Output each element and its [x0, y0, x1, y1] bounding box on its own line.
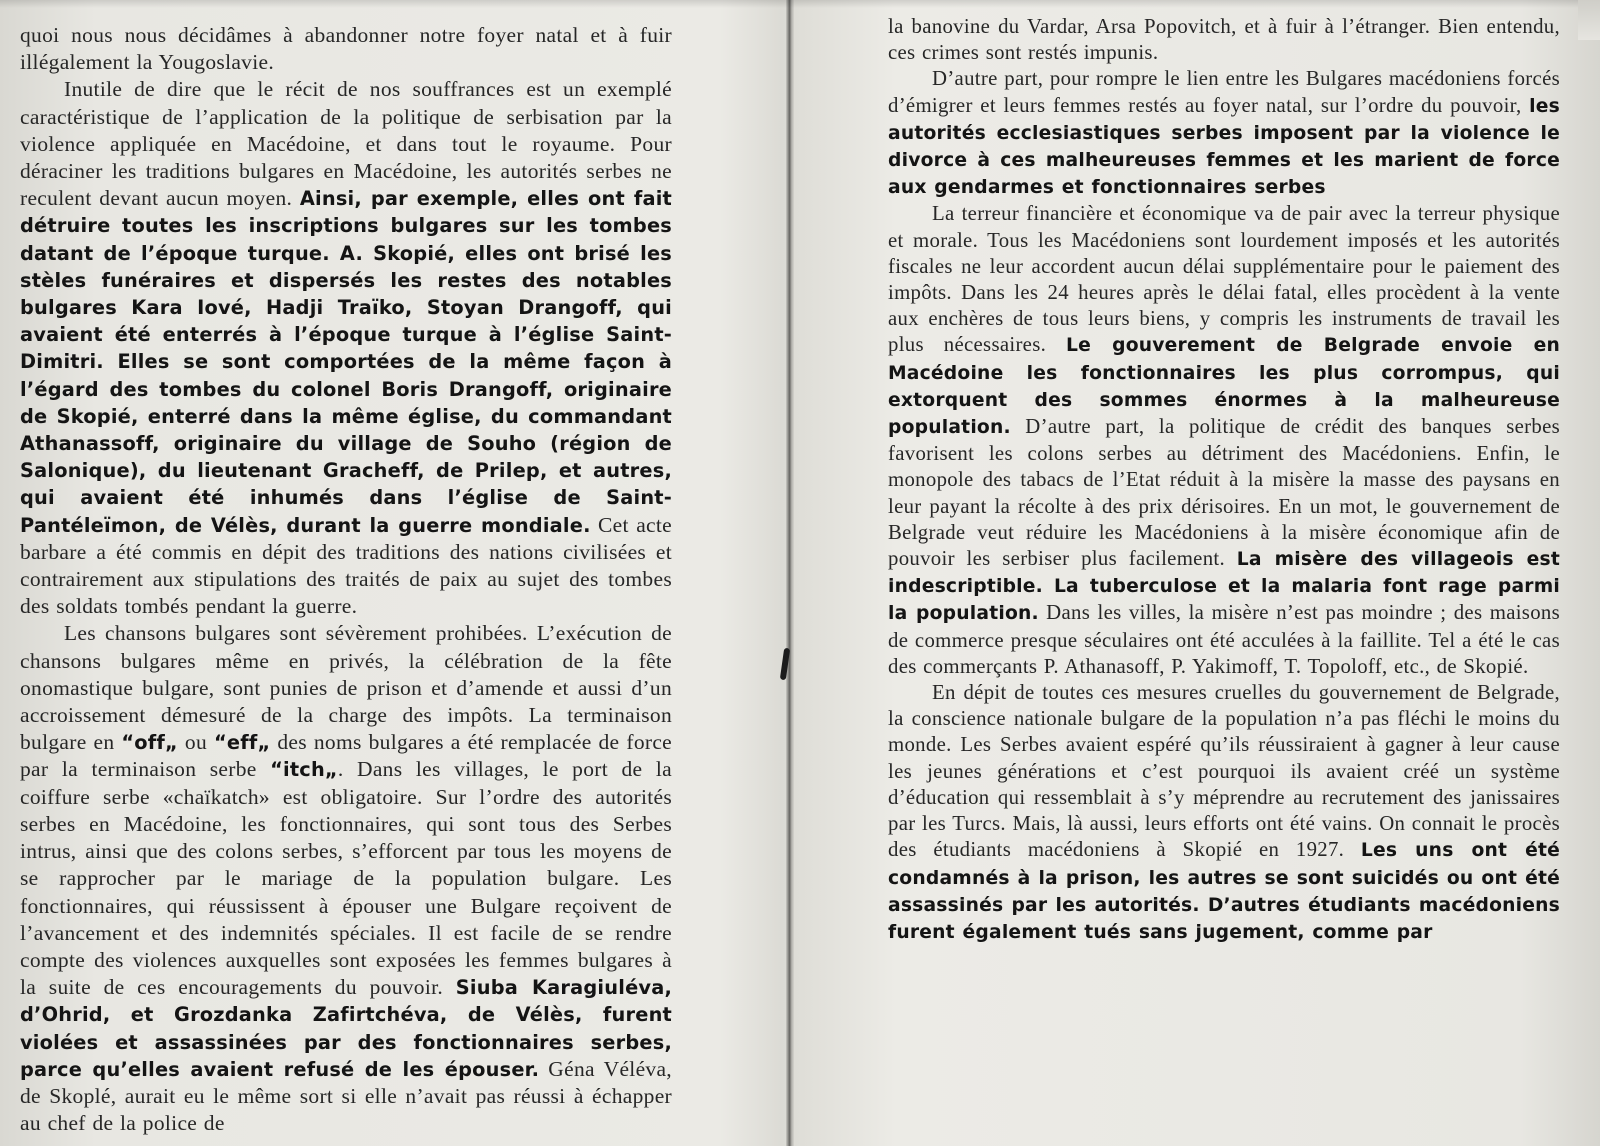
bold-text-run: “itch„	[270, 758, 338, 782]
right-page	[796, 0, 1600, 1146]
book-gutter	[786, 0, 794, 1146]
text-run: Dans les villes, la misère n’est pas moindre ; des maisons de commerce presque séculaires ont été acculées à la faillite. Tel a été le cas des commerçants P. Athanasoff, P. Yakimoff, T. Topoloff, etc., de Skopié.	[888, 601, 1560, 678]
paragraph	[888, 680, 1560, 946]
text-run: quoi nous nous décidâmes à abandonner notre foyer natal et à fuir illégalement la Yougoslavie.	[20, 23, 672, 75]
text-run: D’autre part, la politique de crédit des banques serbes favorisent les colons serbes au détriment des Macédoniens. Enfin, le monopole des tabacs de l’Etat réduit à la misère la masse des paysans en leur payant la récolte à des prix dérisoires. En un mot, le gouvernement de Belgrade veut réduire les Macédoniens à la misère économique afin de pouvoir les serbiser plus facilement.	[888, 415, 1560, 571]
text-run: La terreur financière et économique va de pair avec la terreur physique et morale. Tous les Macédoniens sont lourdement imposés et les autorités fiscales ne leur accordent aucun délai supplémentaire pour le paiement des impôts. Dans les 24 heures après le délai fatal, elles procèdent à la vente aux enchères de tous leurs biens, y compris les instruments de travail les plus nécessaires.	[888, 202, 1560, 357]
paragraph	[888, 201, 1560, 680]
text-run: la banovine du Vardar, Arsa Popovitch, et à fuir à l’étranger. Bien entendu, ces crimes sont restés impunis.	[888, 15, 1560, 65]
bold-text-run: “off„	[121, 731, 178, 755]
text-run: Cet acte barbare a été commis en dépit des traditions des nations civilisées et contrairement aux stipulations des traités de paix au sujet des tombes des soldats tombés pendant la guerre.	[20, 512, 672, 619]
paragraph	[20, 76, 672, 620]
text-run: Inutile de dire que le récit de nos souffrances est un exemplé caractéristique de l’application de la politique de serbisation par la violence appliquée en Macédoine, et dans tout le royaume. Pour déraciner les traditions bulgares en Macédoine, les autorités serbes ne reculent devant aucun moyen.	[20, 77, 672, 211]
text-run: D’autre part, pour rompre le lien entre les Bulgares macédoniens forcés d’émigrer et leurs femmes restés au foyer natal, sur l’ordre du pouvoir,	[888, 67, 1560, 117]
text-run: . Dans les villages, le port de la coiffure serbe «chaïkatch» est obligatoire. Sur l’ordre des autorités serbes en Macédoine, les fonctionnaires, qui sont tous des Serbes intrus, ainsi que des colons serbes, s’efforcent par tous les moyens de se rapprocher par le mariage de la population bulgare. Les fonctionnaires, qui réussissent à épouser une Bulgare reçoivent de l’avancement et des indemnités spéciales. Il est facile de se rendre compte des violences auxquelles sont exposées les femmes bulgares à la suite de ces encouragements du pouvoir.	[20, 757, 672, 1000]
text-run: des noms bulgares a été remplacée de force par la terminaison serbe	[20, 730, 673, 782]
bold-text-run: La misère des villageois est indescriptible. La tuberculose et la malaria font rage parmi la population.	[888, 549, 1560, 625]
bold-text-run: Ainsi, par exemple, elles ont fait détruire toutes les inscriptions bulgares sur les tombes datant de l’époque turque. A. Skopié, elles ont brisé les stèles funéraires et dispersés les restes des notables bulgares Kara Iové, Hadji Traïko, Stoyan Drangoff, qui avaient été enterrés à l’époque turque à l’église Saint-Dimitri. Elles se sont comportées de la même façon à l’égard des tombes du colonel Boris Drangoff, originaire de Skopié, enterré dans la même église, du commandant Athanassoff, originaire du village de Souho (région de Salonique), du lieutenant Gracheff, de Prilep, et autres, qui avaient été inhumés dans l’église de Saint-Pantéleïmon, de Vélès, durant la guerre mondiale.	[20, 187, 672, 537]
paragraph	[888, 66, 1560, 201]
text-run: En dépit de toutes ces mesures cruelles du gouvernement de Belgrade, la conscience nationale bulgare de la population n’a pas fléchi le moins du monde. Les Serbes avaient espéré qu’ils réussiraient à gagner à leur cause les jeunes générations et c’est pourquoi ils avaient créé un système d’éducation qui ressemblait à s’y méprendre au recrutement des janissaires par les Turcs. Mais, là aussi, leurs efforts ont été vains. On connait le procès des étudiants macédoniens à Skopié en 1927.	[888, 681, 1560, 862]
bold-text-run: Le gouverement de Belgrade envoie en Macédoine les fonctionnaires les plus corrompus, qui extorquent des sommes énormes à la malheureuse population.	[888, 335, 1561, 439]
paragraph	[20, 620, 672, 1137]
text-run: ou	[177, 730, 214, 755]
bold-text-run: Les uns ont été condamnés à la prison, les autres se sont suicidés ou ont été assassinés par les autorités. D’autres étudiants macédoniens furent également tués sans jugement, comme par	[888, 840, 1561, 943]
paragraph	[888, 14, 1560, 66]
paragraph	[20, 22, 672, 76]
text-run: Les chansons bulgares sont sévèrement prohibées. L’exécution de chansons bulgares même en privés, la célébration de la fête onomastique bulgare, sont punies de prison et d’amende et aussi d’un accroissement démesuré de la charge des impôts. La terminaison bulgare en	[20, 621, 672, 755]
left-page	[0, 0, 790, 1146]
bold-text-run: Siuba Karagiuléva, d’Ohrid, et Grozdanka Zafirtchéva, de Vélès, furent violées et assassinées par des fonctionnaires serbes, parce qu’elles avaient refusé de les épouser.	[20, 976, 672, 1081]
bold-text-run: “eff„	[213, 731, 271, 755]
bold-text-run: les autorités ecclesiastiques serbes imposent par la violence le divorce à ces malheureuses femmes et les marient de force aux gendarmes et fonctionnaires serbes	[888, 95, 1560, 199]
text-run: Géna Véléva, de Skoplé, aurait eu le même sort si elle n’avait pas réussi à échapper au chef de la police de	[20, 1056, 672, 1136]
